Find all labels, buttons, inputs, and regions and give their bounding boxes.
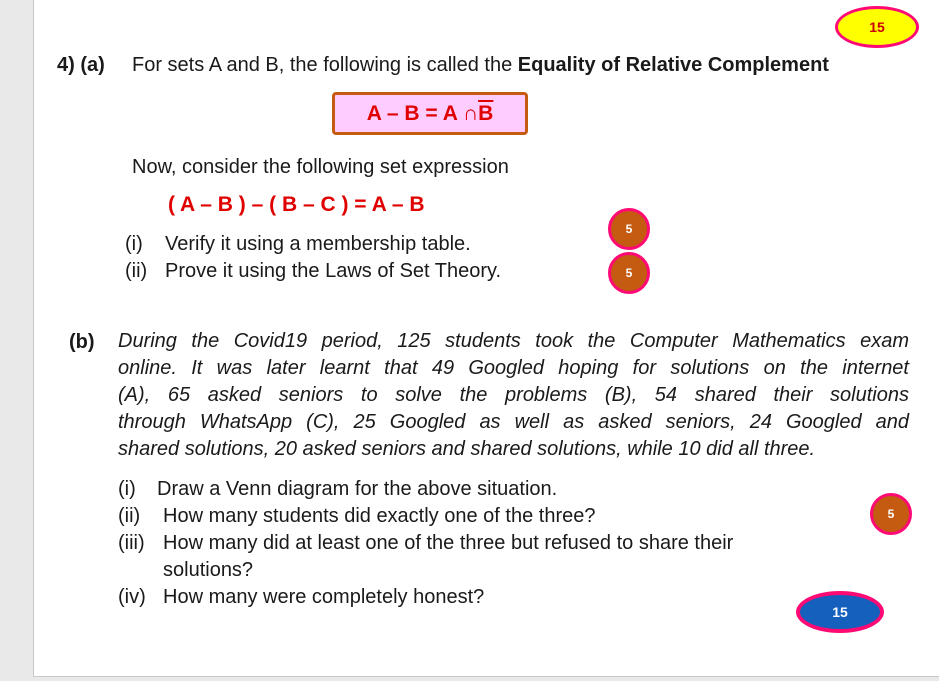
paragraph-line: During the Covid19 period, 125 students took the Computer Mathematics exam: [118, 330, 909, 352]
item-number: (i): [125, 233, 143, 255]
item-text: How many did at least one of the three but refused to share their: [163, 532, 734, 554]
paragraph-line: online. It was later learnt that 49 Googled hoping for solutions on the internet: [118, 357, 909, 379]
consider-text: Now, consider the following set expression: [132, 156, 509, 178]
item-a-i: [125, 233, 471, 256]
relative-complement-formula: [332, 92, 528, 135]
marks-badge-a-ii: [608, 252, 650, 294]
question-4a-intro: [132, 54, 829, 77]
item-number: (iii): [118, 532, 145, 554]
item-text: Verify it using a membership table.: [165, 233, 471, 255]
paragraph-line: (A), 65 asked seniors to solve the problems (B), 54 shared their solutions: [118, 384, 909, 406]
marks-value: 5: [625, 222, 633, 236]
scenario-paragraph: [118, 328, 909, 463]
item-text: How many students did exactly one of the three?: [163, 505, 596, 527]
marks-value: 5: [625, 266, 633, 280]
item-number: (i): [118, 478, 136, 500]
marks-value: 5: [887, 507, 895, 521]
item-text: Prove it using the Laws of Set Theory.: [165, 260, 502, 282]
formula-complement-b: $\overline{B}$: [478, 101, 494, 125]
item-number: (iv): [118, 586, 146, 608]
intro-bold-term: Equality of Relative Complement: [517, 54, 829, 76]
marks-value: 15: [869, 19, 885, 35]
item-text: Draw a Venn diagram for the above situation.: [157, 478, 558, 500]
intro-text: For sets A and B, the following is called the: [132, 54, 518, 76]
item-a-ii: [125, 260, 502, 283]
paragraph-line: shared solutions, 20 asked seniors and shared solutions, while 10 did all three.: [118, 438, 816, 460]
marks-badge-b-ii: [870, 493, 912, 535]
question-label-4a: 4) (a): [57, 54, 105, 76]
marks-value: 15: [832, 604, 848, 620]
item-b-iv: [118, 586, 485, 609]
item-number: (ii): [125, 260, 148, 282]
item-b-i: [118, 478, 558, 501]
formula-left: A – B = A ∩: [366, 101, 479, 125]
set-expression: ( A – B ) – ( B – C ) = A – B: [168, 193, 425, 216]
item-b-iii: [118, 532, 734, 555]
marks-badge-total-b: [796, 591, 884, 633]
marks-badge-a-i: [608, 208, 650, 250]
item-text: solutions?: [163, 559, 254, 581]
marks-badge-total-a: [835, 6, 919, 48]
item-text: How many were completely honest?: [163, 586, 485, 608]
paragraph-line: through WhatsApp (C), 25 Googled as well as asked seniors, 24 Googled and: [118, 411, 909, 433]
item-b-iii-continued: [163, 559, 253, 582]
question-label-4b: (b): [69, 331, 95, 353]
item-b-ii: [118, 505, 596, 528]
item-number: (ii): [118, 505, 141, 527]
